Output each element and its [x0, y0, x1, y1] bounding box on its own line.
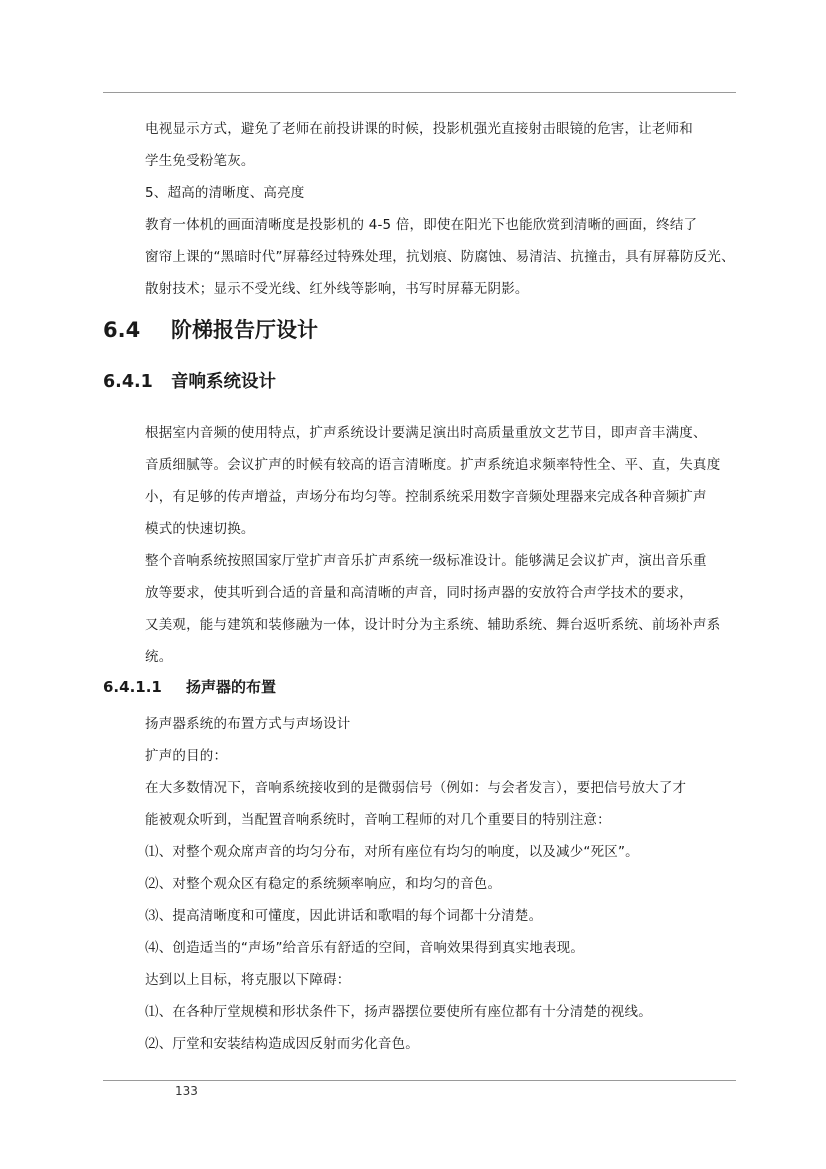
list-item: 5、超高的清晰度、高亮度	[145, 185, 305, 201]
subsection-title: 音响系统设计	[171, 372, 276, 392]
paragraph-line: 整个音响系统按照国家厅堂扩声音乐扩声系统一级标准设计。能够满足会议扩声，演出音乐重	[145, 553, 707, 569]
paragraph-line: 根据室内音频的使用特点，扩声系统设计要满足演出时高质量重放文艺节目，即声音丰满度、	[145, 425, 707, 441]
list-item: ⑷、创造适当的“声场”给音乐有舒适的空间，音响效果得到真实地表现。	[145, 940, 585, 956]
subsection-heading	[103, 369, 276, 395]
paragraph-line: 放等要求，使其听到合适的音量和高清晰的声音，同时扬声器的安放符合声学技术的要求，	[145, 585, 693, 601]
list-item: ⑵、厅堂和安装结构造成因反射而劣化音色。	[145, 1036, 419, 1052]
paragraph-line: 窗帘上课的“黑暗时代”屏幕经过特殊处理，抗划痕、防腐蚀、易清洁、抗撞击，具有屏幕防反光、	[145, 249, 735, 265]
section-title: 阶梯报告厅设计	[171, 318, 318, 342]
paragraph-line: 又美观，能与建筑和装修融为一体，设计时分为主系统、辅助系统、舞台返听系统、前场补声系	[145, 617, 721, 633]
paragraph-line: 达到以上目标，将克服以下障碍：	[145, 972, 351, 988]
subsubsection-title: 扬声器的布置	[186, 678, 277, 696]
footer-rule	[103, 1080, 736, 1081]
list-item: ⑴、在各种厅堂规模和形状条件下，扬声器摆位要使所有座位都有十分清楚的视线。	[145, 1004, 652, 1020]
subsubsection-heading	[103, 675, 276, 699]
paragraph-line: 统。	[145, 649, 173, 665]
section-heading	[103, 315, 318, 345]
paragraph-line: 电视显示方式，避免了老师在前投讲课的时候，投影机强光直接射击眼镜的危害，让老师和	[145, 121, 693, 137]
subsection-number: 6.4.1	[103, 372, 153, 392]
paragraph-line: 散射技术；显示不受光线、红外线等影响，书写时屏幕无阴影。	[145, 281, 529, 297]
paragraph-line: 扩声的目的：	[145, 748, 228, 764]
paragraph-line: 能被观众听到，当配置音响系统时，音响工程师的对几个重要目的特别注意：	[145, 812, 611, 828]
list-item: ⑴、对整个观众席声音的均匀分布，对所有座位有均匀的响度，以及减少“死区”。	[145, 844, 639, 860]
paragraph-line: 小，有足够的传声增益，声场分布均匀等。控制系统采用数字音频处理器来完成各种音频扩声	[145, 489, 707, 505]
paragraph-line: 学生免受粉笔灰。	[145, 153, 255, 169]
page-number: 133	[175, 1084, 198, 1098]
paragraph-line: 音质细腻等。会议扩声的时候有较高的语言清晰度。扩声系统追求频率特性全、平、直，失真度	[145, 457, 721, 473]
paragraph-line: 教育一体机的画面清晰度是投影机的 4-5 倍，即使在阳光下也能欣赏到清晰的画面，终结了	[145, 217, 698, 233]
section-number: 6.4	[103, 318, 141, 342]
paragraph-line: 扬声器系统的布置方式与声场设计	[145, 716, 351, 732]
list-item: ⑶、提高清晰度和可懂度，因此讲话和歌唱的每个词都十分清楚。	[145, 908, 543, 924]
list-item: ⑵、对整个观众区有稳定的系统频率响应，和均匀的音色。	[145, 876, 502, 892]
paragraph-line: 在大多数情况下，音响系统接收到的是微弱信号（例如：与会者发言），要把信号放大了才	[145, 780, 687, 796]
subsubsection-number: 6.4.1.1	[103, 678, 162, 696]
paragraph-line: 模式的快速切换。	[145, 521, 255, 537]
